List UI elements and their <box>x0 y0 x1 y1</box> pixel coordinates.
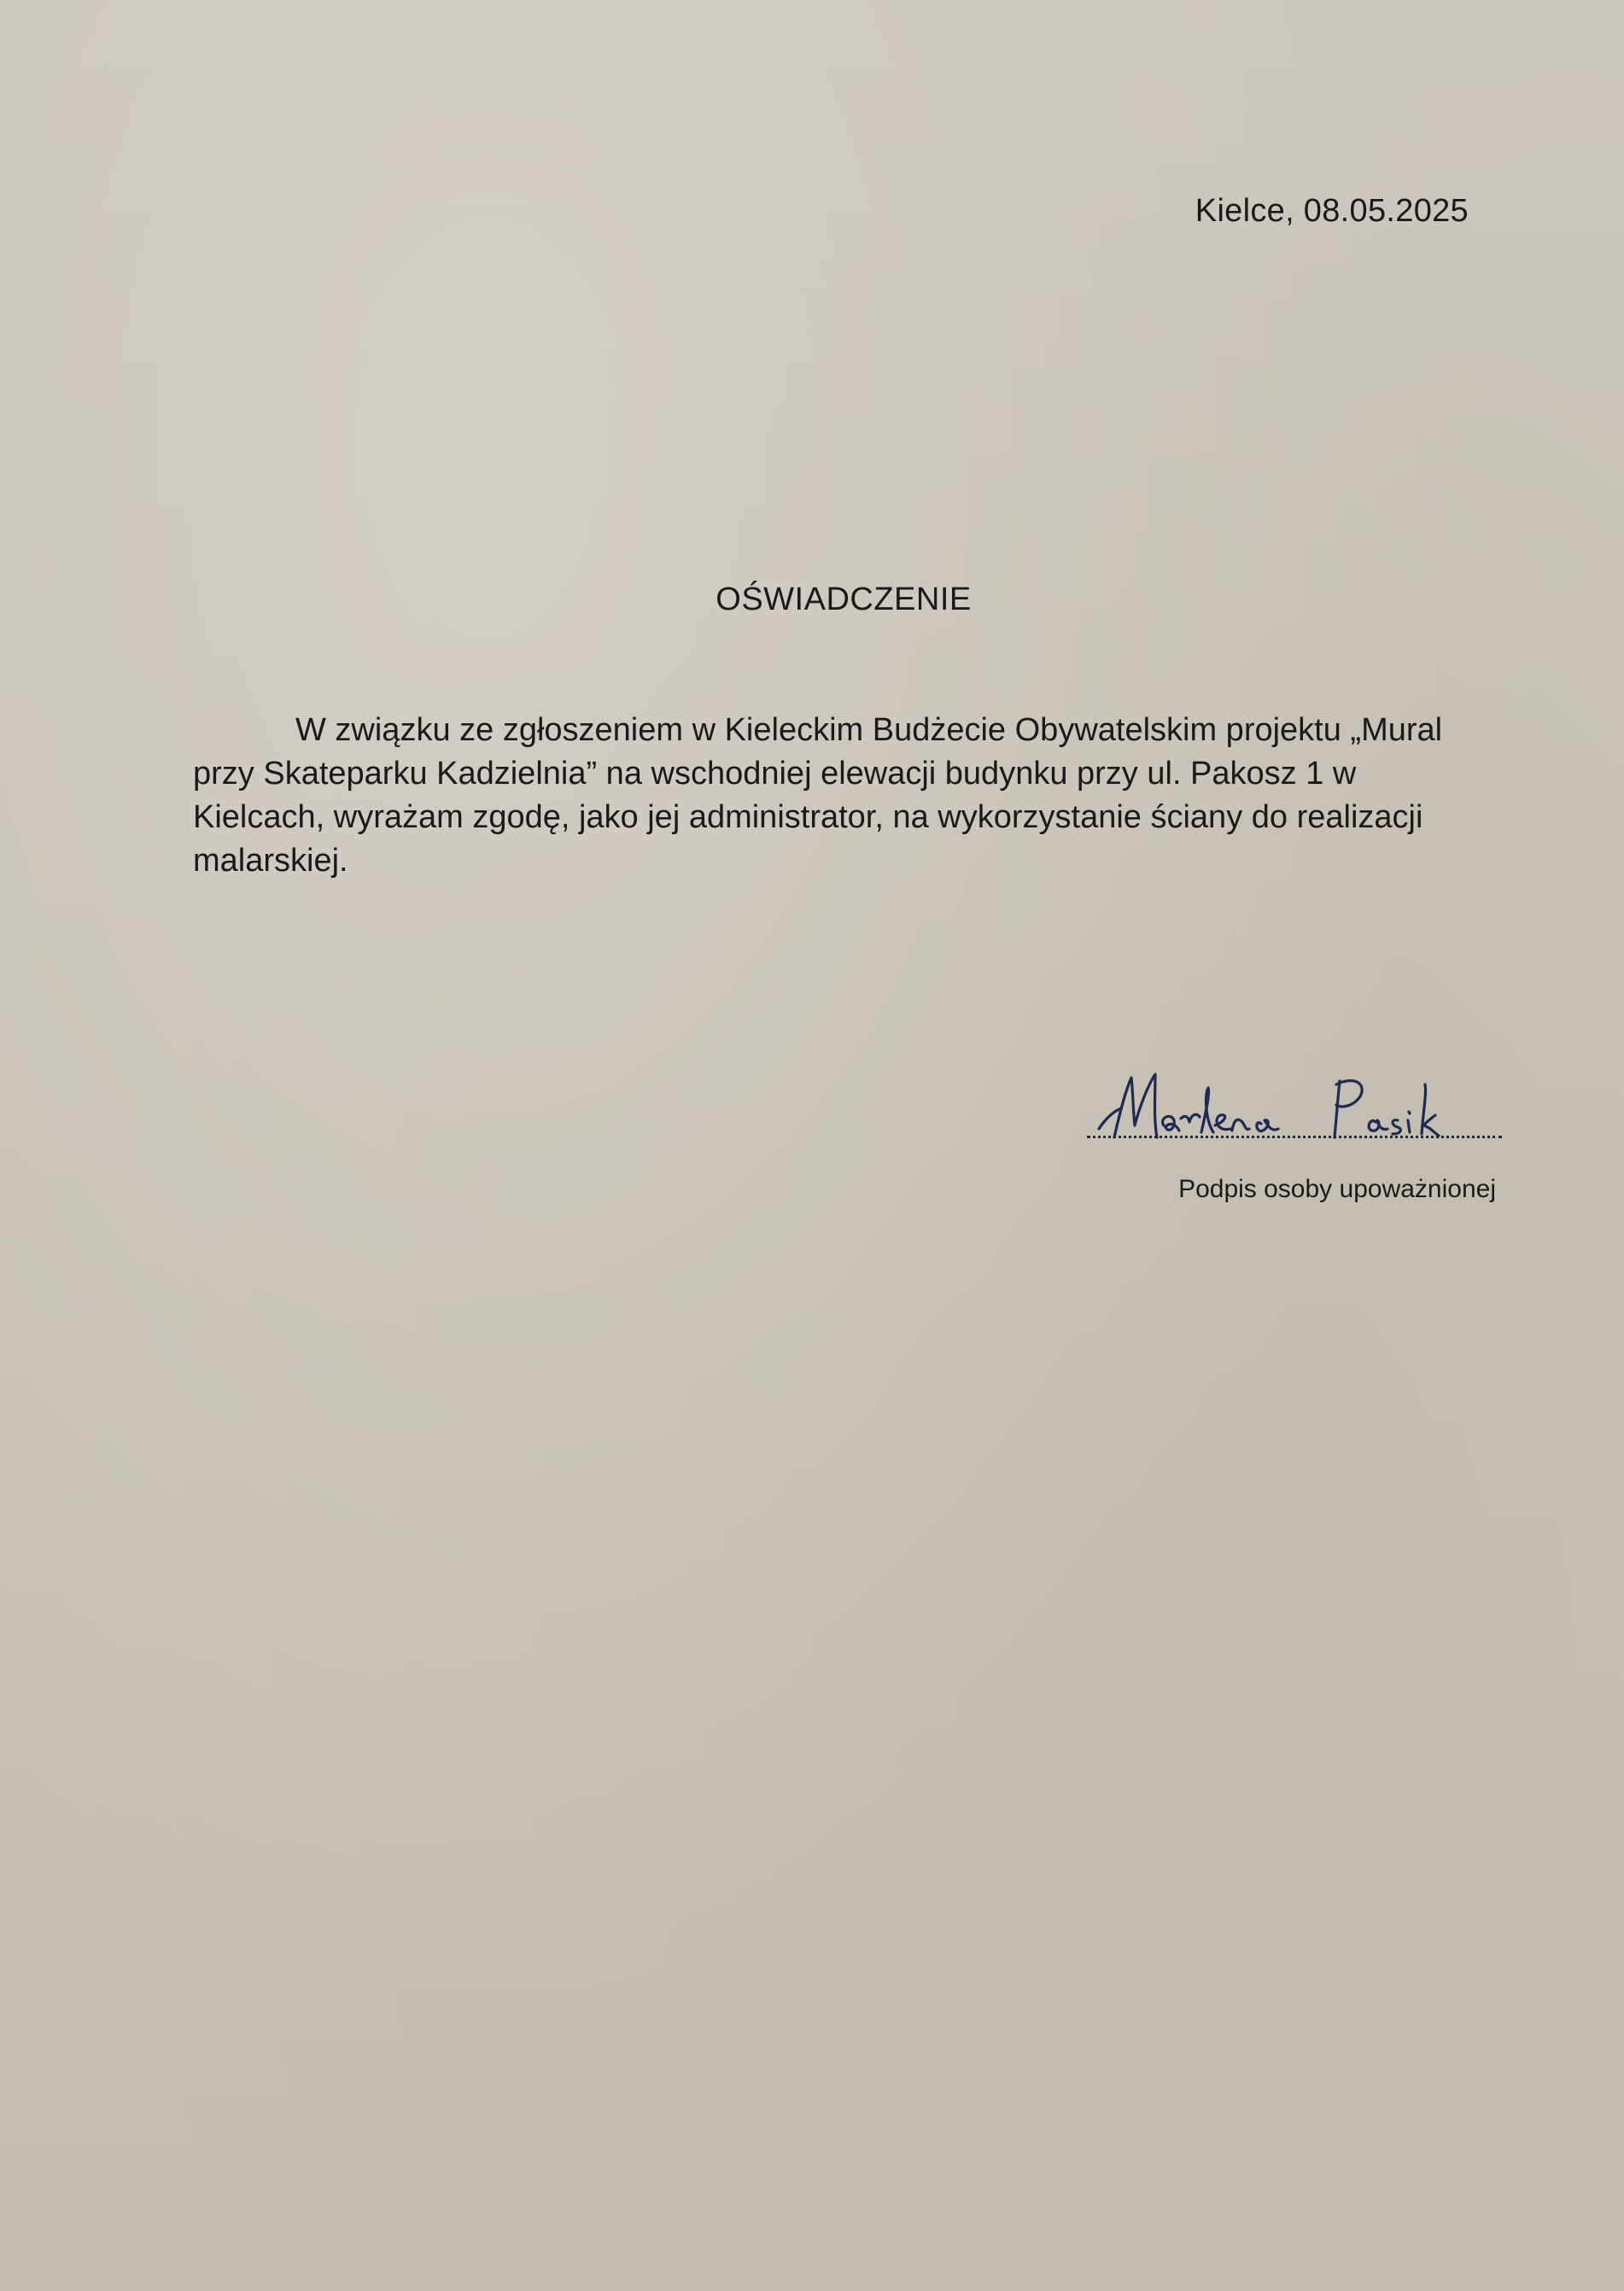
statement-paragraph: W związku ze zgłoszeniem w Kieleckim Budżecie Obywatelskim projektu „Mural przy Skateparku Kadzielnia” na wschodniej elewacji budynku przy ul. Pakosz 1 w Kielcach, wyrażam zgodę, jako jej administrator, na wykorzystanie ściany do realizacji malarskiej. <box>193 712 1443 879</box>
document-title: OŚWIADCZENIE <box>716 582 972 617</box>
signature-caption: Podpis osoby upoważnionej <box>1178 1175 1496 1203</box>
signature-dotted-line <box>1087 1136 1502 1138</box>
signature-block <box>1080 1059 1507 1153</box>
place-and-date: Kielce, 08.05.2025 <box>1195 193 1469 229</box>
handwritten-signature <box>1080 1059 1507 1153</box>
